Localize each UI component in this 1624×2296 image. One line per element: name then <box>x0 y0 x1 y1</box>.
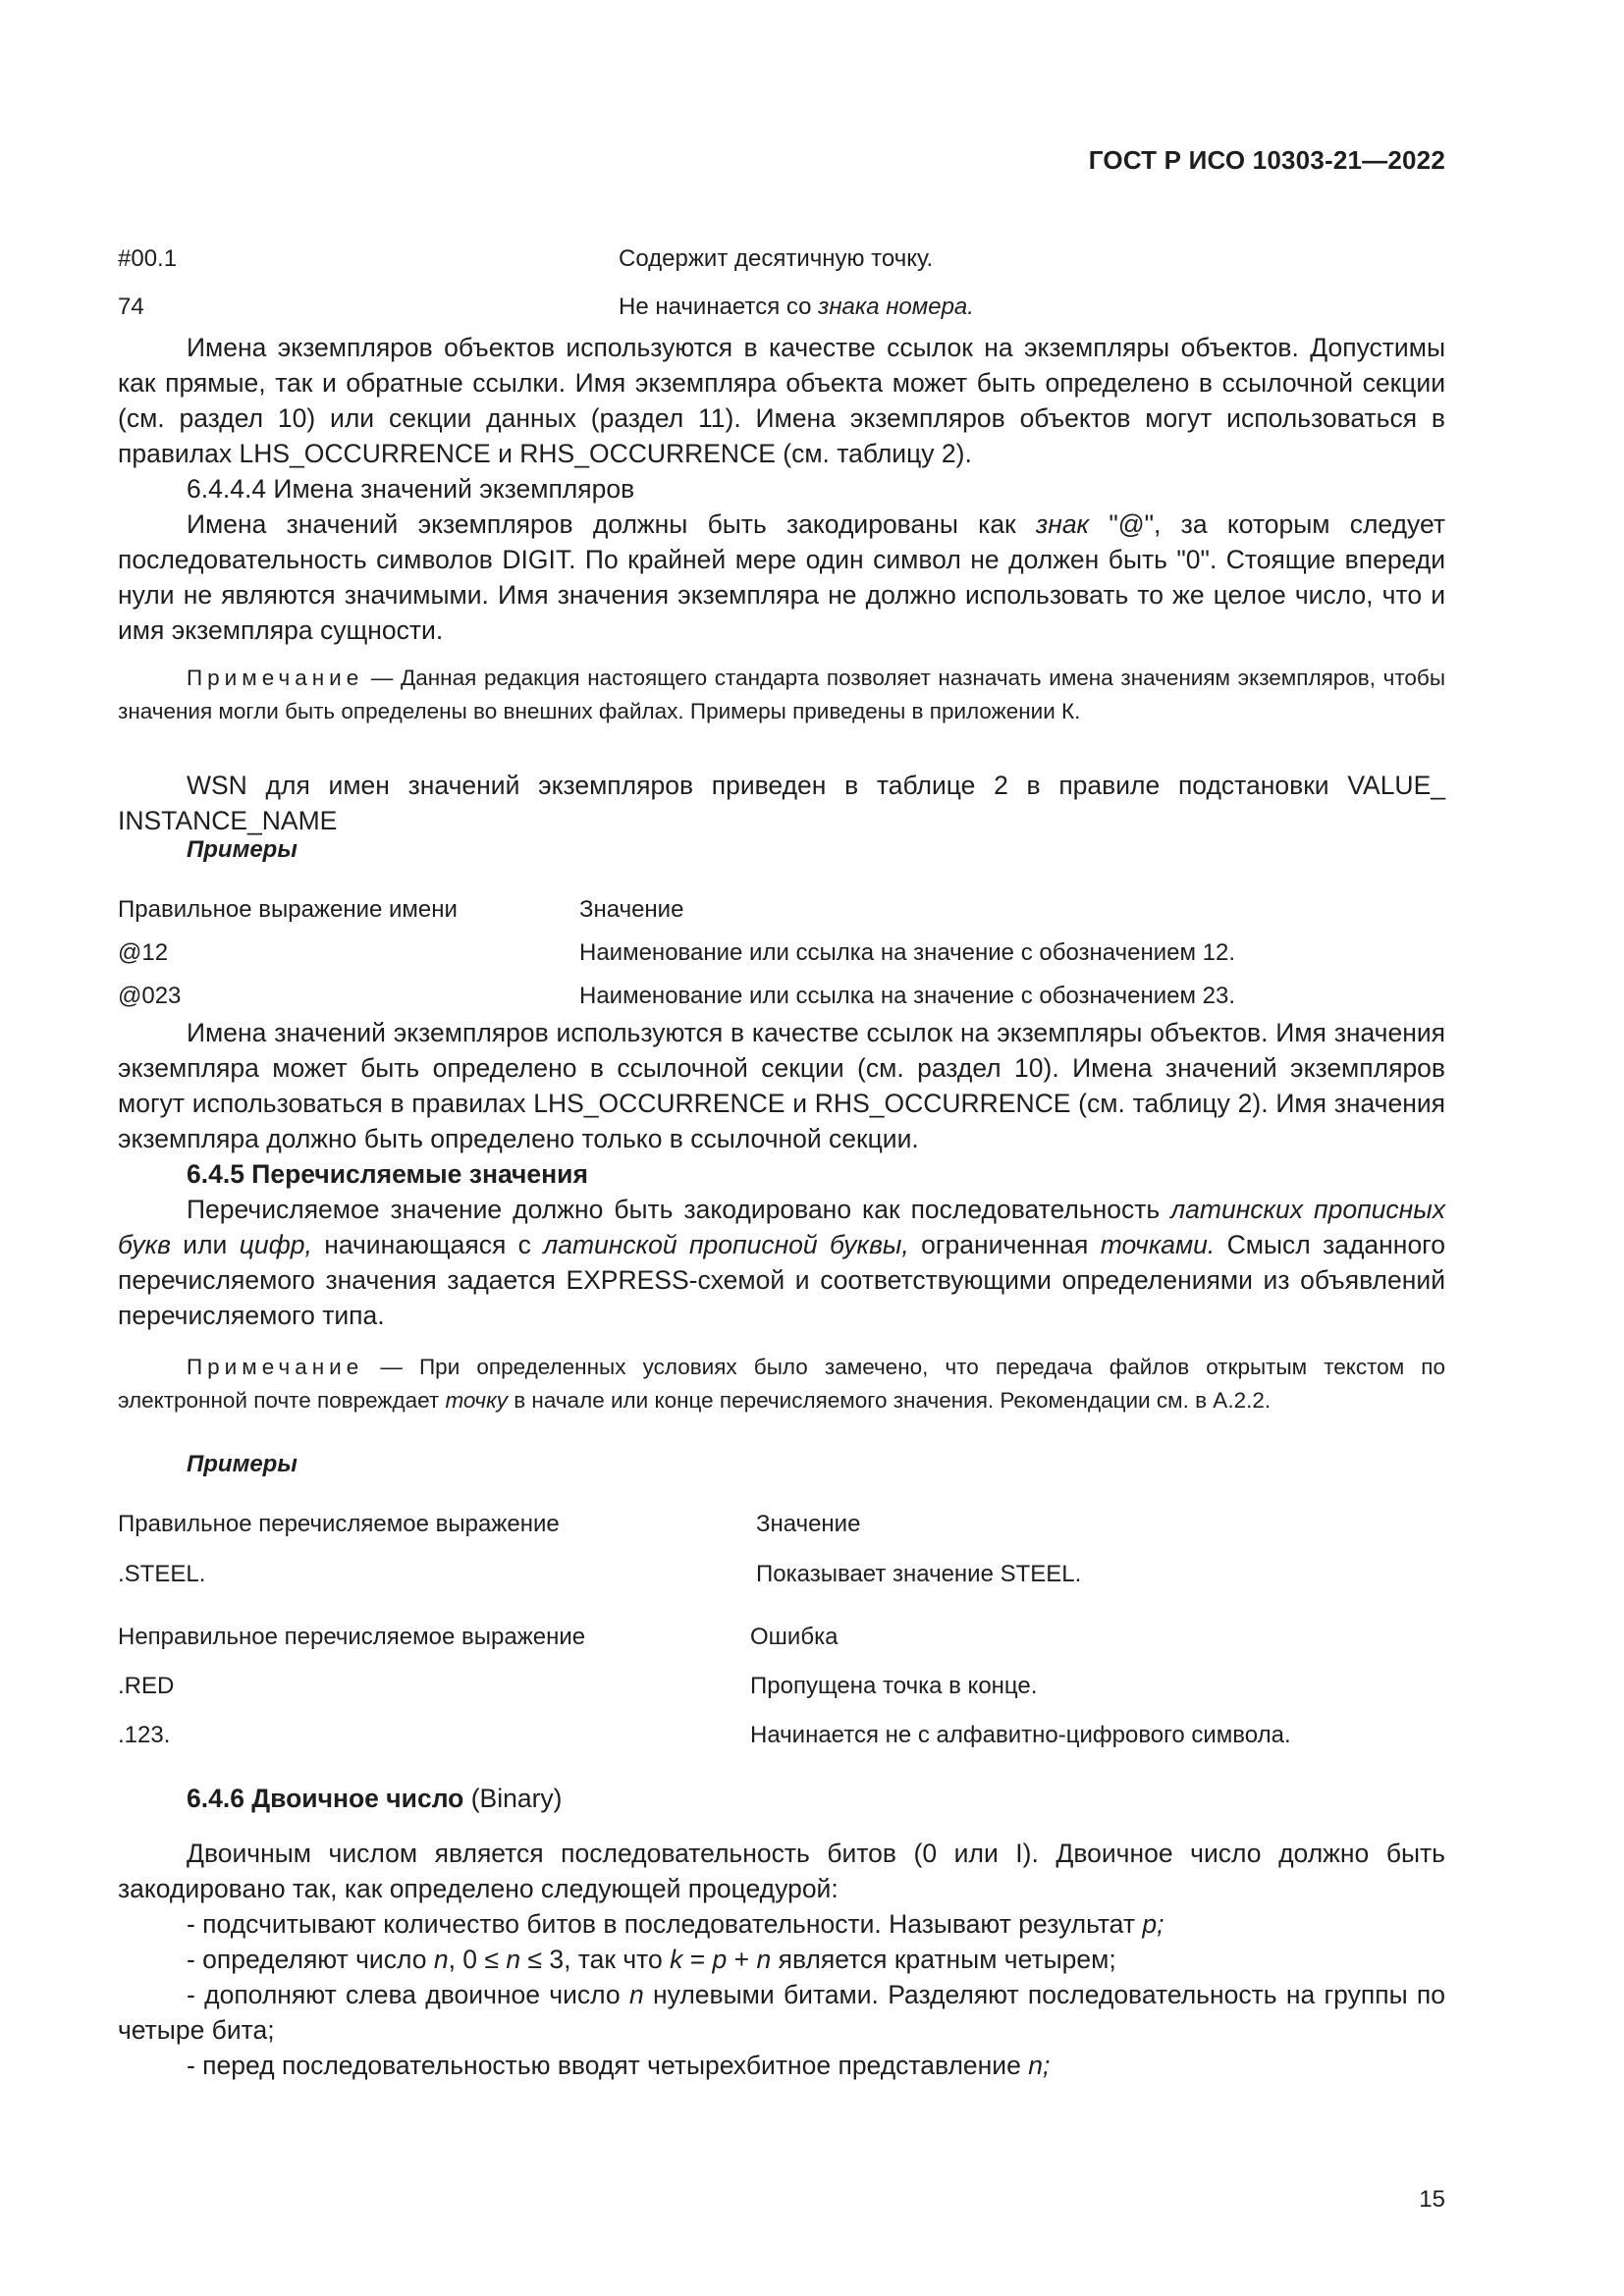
examples-label: Примеры <box>187 836 298 863</box>
section-heading-6-4-4-4: 6.4.4.4 Имена значений экземпляров <box>187 474 635 504</box>
examples-table-head: Правильное перечисляемое выражение Значение <box>118 1511 861 1537</box>
example-row: .STEEL. Показывает значение STEEL. <box>118 1561 1082 1587</box>
examples-table-head: Неправильное перечисляемое выражение Ошибка <box>118 1624 839 1650</box>
examples-table-head: Правильное выражение имени Значение <box>118 896 684 923</box>
example-description: Не начинается со знака номера. <box>619 294 974 320</box>
example-row <box>118 293 974 322</box>
note-label: Примечание <box>187 1355 364 1379</box>
paragraph: Имена значений экземпляров должны быть закодированы как знак "@", за которым следует последовательность символов DIGIT. По крайней мере один символ не должен быть "0". Стоящие впереди нули не являются значимыми. Имя значения экземпляра не должно использовать то же целое число, что и имя экземпляра сущности. <box>118 509 1445 645</box>
paragraph: Имена значений экземпляров используются в качестве ссылок на экземпляры объектов. Имя значения экземпляра может быть определено в ссылочной секции (см. раздел 10). Имена значений экземпляров могут использоваться в правилах LHS_OCCURRENCE и RHS_OCCURRENCE (см. таблицу 2). Имя значения экземпляра должно быть определено только в ссылочной секции. <box>118 1018 1445 1153</box>
example-expression: #00.1 <box>118 245 178 272</box>
list-item: - подсчитывают количество битов в последовательности. Называют результат p; <box>187 1909 1164 1939</box>
paragraph: Перечисляемое значение должно быть закодировано как последовательность латинских прописных букв или цифр, начинающаяся с латинской прописной буквы, ограниченная точками. Смысл заданного перечисляемого значения задается EXPRESS-схемой и соответствующими определениями из объявлений перечисляемого типа. <box>118 1195 1445 1330</box>
note-1: Примечание — Данная редакция настоящего стандарта позволяет назначать имена значениям экземпляров, чтобы значения могли быть определены во внешних файлах. Примеры приведены в приложении К. <box>118 666 1445 723</box>
example-expression: 74 <box>118 294 144 320</box>
main-text-block-4 <box>118 1836 1445 2083</box>
example-row: @12 Наименование или ссылка на значение с обозначением 12. <box>118 939 1236 966</box>
note-2: Примечание — При определенных условиях было замечено, что передача файлов открытым текстом по электронной почте повреждает точку в начале или конце перечисляемого значения. Рекомендации см. в А.2.2. <box>118 1355 1445 1413</box>
section-heading-6-4-6: 6.4.6 Двоичное число (Binary) <box>187 1784 563 1813</box>
examples-label: Примеры <box>187 1451 298 1477</box>
main-text-block-2 <box>118 768 1445 838</box>
example-row: .RED Пропущена точка в конце. <box>118 1673 1038 1699</box>
example-row: .123. Начинается не с алфавитно-цифрового символа. <box>118 1722 1291 1748</box>
list-item: - перед последовательностью вводят четырехбитное представление n; <box>187 2051 1051 2080</box>
page-number: 15 <box>1419 2186 1445 2213</box>
paragraph: Двоичным числом является последовательность битов (0 или I). Двоичное число должно быть закодировано так, как определено следующей процедурой: <box>118 1839 1445 1903</box>
section-heading-6-4-5: 6.4.5 Перечисляемые значения <box>187 1159 588 1189</box>
example-row: @023 Наименование или ссылка на значение с обозначением 23. <box>118 983 1236 1009</box>
document-header: ГОСТ Р ИСО 10303-21—2022 <box>1088 145 1445 175</box>
main-text-block-3 <box>118 1015 1445 1333</box>
paragraph: WSN для имен значений экземпляров приведен в таблице 2 в правиле подстановки VALUE_ INSTANCE_NAME <box>118 771 1445 835</box>
list-item: - дополняют слева двоичное число n нулевыми битами. Разделяют последовательность на группы по четыре бита; <box>118 1980 1446 2045</box>
example-row <box>118 244 934 274</box>
main-text-block-1 <box>118 330 1445 648</box>
paragraph: Имена экземпляров объектов используются в качестве ссылок на экземпляры объектов. Допустимы как прямые, так и обратные ссылки. Имя экземпляра объекта может быть определено в ссылочной секции (см. раздел 10) или секции данных (раздел 11). Имена экземпляров объектов могут использоваться в правилах LHS_OCCURRENCE и RHS_OCCURRENCE (см. таблицу 2). <box>118 333 1445 468</box>
note-label: Примечание <box>187 666 364 690</box>
example-description: Содержит десятичную точку. <box>619 245 934 272</box>
list-item: - определяют число n, 0 ≤ n ≤ 3, так что k = p + n является кратным четырем; <box>187 1945 1116 1974</box>
